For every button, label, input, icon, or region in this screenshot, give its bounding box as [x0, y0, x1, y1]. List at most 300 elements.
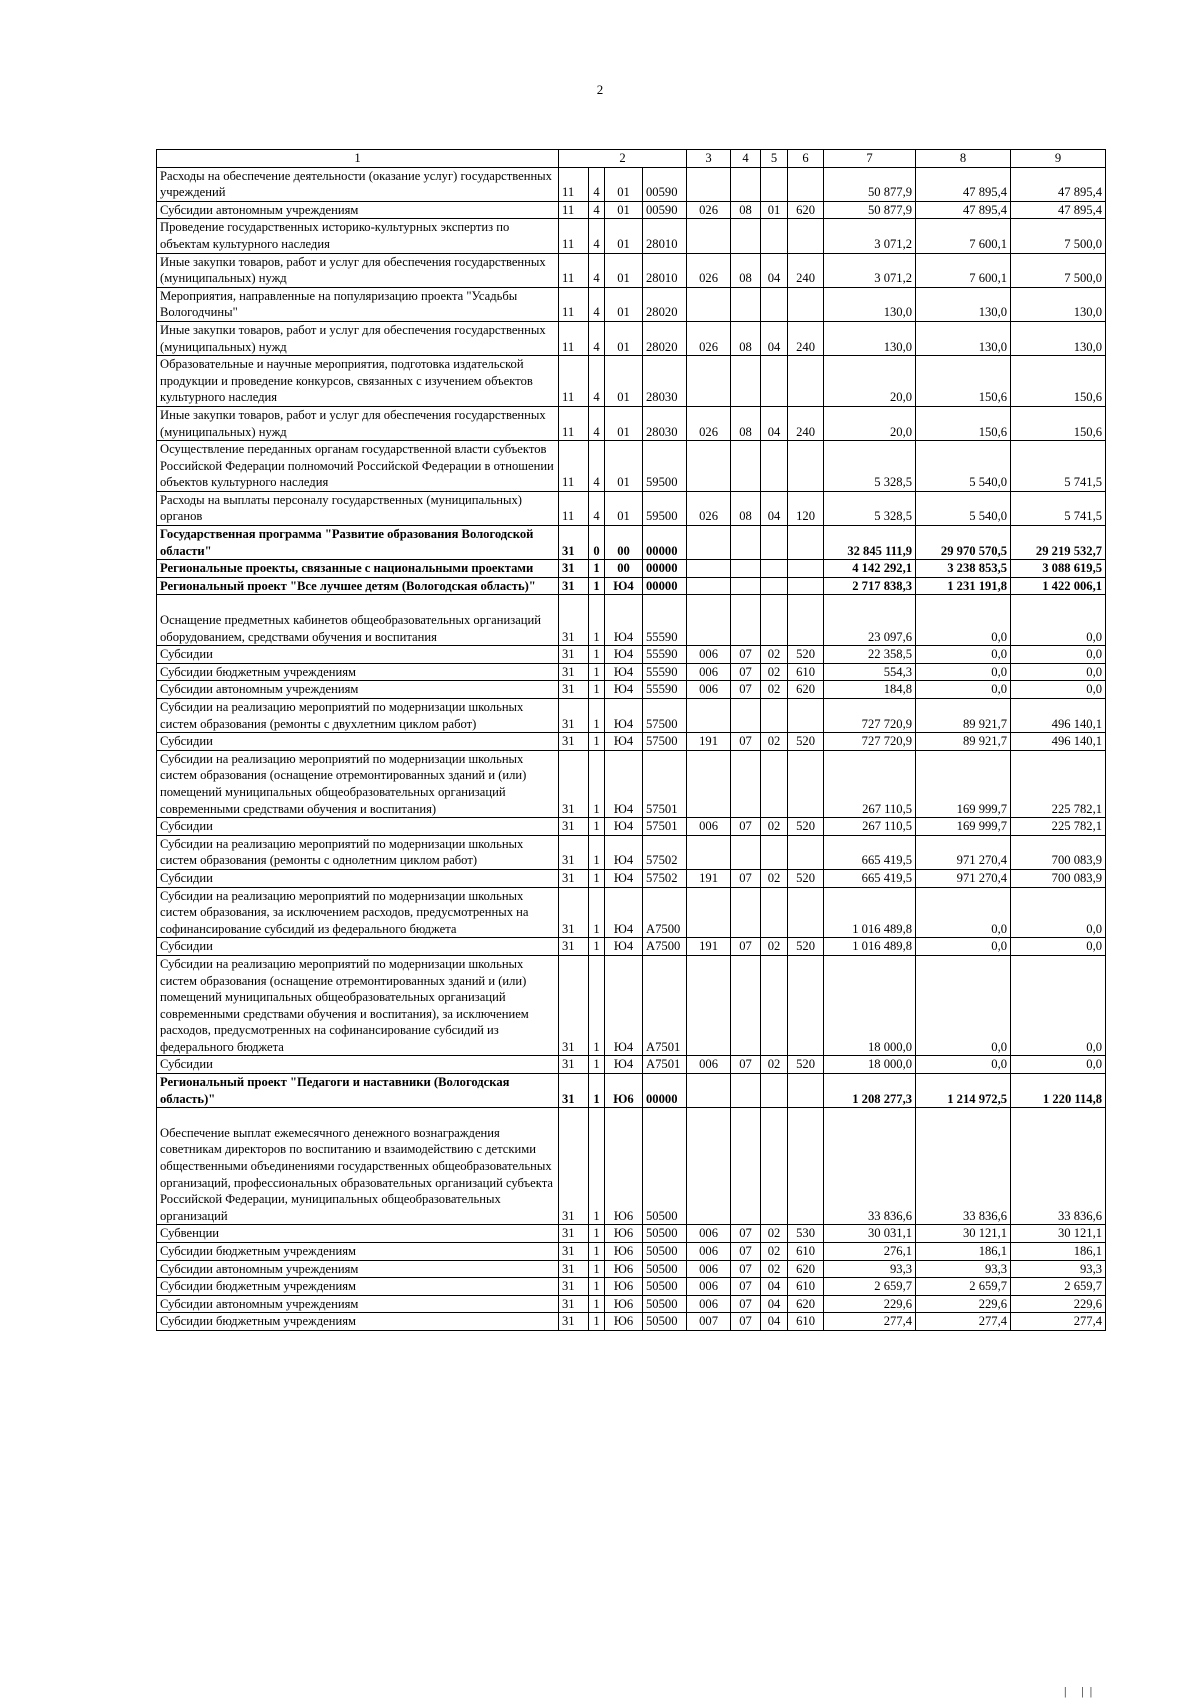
code-subprogram: 1 [589, 955, 605, 1056]
subsection-code: 02 [761, 938, 788, 956]
code-project: Ю4 [605, 681, 643, 699]
code-article: 31 [559, 663, 589, 681]
code-article: 31 [559, 835, 589, 869]
expense-name [157, 406, 559, 440]
table-row [157, 663, 1106, 681]
code-subprogram: 1 [589, 887, 605, 938]
code-project: Ю6 [605, 1074, 643, 1108]
section-code [731, 287, 761, 321]
code-subprogram: 1 [589, 1260, 605, 1278]
grbs-code: 026 [687, 491, 731, 525]
expense-name-text: Расходы на выплаты персоналу государственных (муниципальных) органов [160, 492, 522, 524]
code-subprogram: 1 [589, 646, 605, 664]
section-code: 07 [731, 1260, 761, 1278]
grbs-code [687, 595, 731, 646]
code-article: 11 [559, 356, 589, 407]
section-code: 07 [731, 869, 761, 887]
table-row [157, 1225, 1106, 1243]
header-row [157, 150, 1106, 168]
code-project: Ю6 [605, 1278, 643, 1296]
corner-mark: | || [1064, 1684, 1099, 1698]
code-article: 31 [559, 887, 589, 938]
section-code: 07 [731, 1313, 761, 1331]
code-project: Ю4 [605, 595, 643, 646]
subsection-code: 02 [761, 818, 788, 836]
grbs-code [687, 1108, 731, 1225]
section-code [731, 750, 761, 817]
amount-year-1: 1 016 489,8 [824, 887, 916, 938]
section-code: 07 [731, 818, 761, 836]
code-project: Ю4 [605, 818, 643, 836]
amount-year-3: 0,0 [1011, 595, 1106, 646]
amount-year-1: 18 000,0 [824, 1056, 916, 1074]
subsection-code [761, 1108, 788, 1225]
expense-name [157, 646, 559, 664]
code-project: Ю4 [605, 955, 643, 1056]
amount-year-1: 20,0 [824, 356, 916, 407]
section-code: 07 [731, 1243, 761, 1261]
expense-name [157, 699, 559, 733]
subsection-code [761, 287, 788, 321]
amount-year-3: 225 782,1 [1011, 750, 1106, 817]
amount-year-2: 0,0 [916, 938, 1011, 956]
subsection-code: 04 [761, 1278, 788, 1296]
code-direction: А7500 [643, 887, 687, 938]
table-row [157, 681, 1106, 699]
code-direction: 57502 [643, 869, 687, 887]
expense-name [157, 733, 559, 751]
expense-name [157, 1243, 559, 1261]
code-direction: 55590 [643, 681, 687, 699]
amount-year-2: 150,6 [916, 406, 1011, 440]
amount-year-3: 0,0 [1011, 938, 1106, 956]
section-code [731, 835, 761, 869]
grbs-code [687, 560, 731, 578]
code-direction: 50500 [643, 1295, 687, 1313]
amount-year-2: 169 999,7 [916, 818, 1011, 836]
code-direction: 00590 [643, 167, 687, 201]
code-article: 11 [559, 491, 589, 525]
expense-name [157, 526, 559, 560]
amount-year-2: 1 231 191,8 [916, 577, 1011, 595]
section-code [731, 1074, 761, 1108]
table-row [157, 167, 1106, 201]
grbs-code [687, 750, 731, 817]
expense-type-code [788, 167, 824, 201]
amount-year-1: 276,1 [824, 1243, 916, 1261]
table-row [157, 526, 1106, 560]
amount-year-2: 33 836,6 [916, 1108, 1011, 1225]
code-direction: 28020 [643, 287, 687, 321]
code-article: 31 [559, 818, 589, 836]
section-code [731, 356, 761, 407]
expense-name-text: Субсидии [160, 870, 213, 885]
grbs-code: 191 [687, 733, 731, 751]
amount-year-2: 130,0 [916, 321, 1011, 355]
code-project: Ю6 [605, 1225, 643, 1243]
code-subprogram: 4 [589, 321, 605, 355]
grbs-code [687, 699, 731, 733]
grbs-code [687, 526, 731, 560]
code-direction: 50500 [643, 1225, 687, 1243]
grbs-code: 006 [687, 1295, 731, 1313]
table-row [157, 835, 1106, 869]
amount-year-3: 3 088 619,5 [1011, 560, 1106, 578]
expense-name-text: Оснащение предметных кабинетов общеобразовательных организаций оборудованием, средствами обучения и воспитания [160, 613, 542, 644]
amount-year-2: 30 121,1 [916, 1225, 1011, 1243]
expense-name [157, 287, 559, 321]
expense-name [157, 1074, 559, 1108]
amount-year-3: 496 140,1 [1011, 733, 1106, 751]
expense-name [157, 955, 559, 1056]
code-article: 11 [559, 201, 589, 219]
table-row [157, 321, 1106, 355]
code-article: 31 [559, 595, 589, 646]
expense-name [157, 1260, 559, 1278]
amount-year-2: 0,0 [916, 663, 1011, 681]
expense-type-code [788, 287, 824, 321]
amount-year-3: 93,3 [1011, 1260, 1106, 1278]
code-project: Ю6 [605, 1243, 643, 1261]
code-project: Ю6 [605, 1108, 643, 1225]
amount-year-1: 665 419,5 [824, 869, 916, 887]
section-code: 07 [731, 663, 761, 681]
code-project: 01 [605, 321, 643, 355]
expense-name-text: Субсидии бюджетным учреждениям [160, 664, 356, 679]
amount-year-3: 700 083,9 [1011, 835, 1106, 869]
amount-year-2: 150,6 [916, 356, 1011, 407]
expense-name [157, 750, 559, 817]
header-cell-7: 7 [824, 150, 916, 168]
code-article: 31 [559, 955, 589, 1056]
code-article: 31 [559, 681, 589, 699]
code-direction: 57500 [643, 733, 687, 751]
expense-type-code [788, 356, 824, 407]
amount-year-1: 93,3 [824, 1260, 916, 1278]
amount-year-1: 2 717 838,3 [824, 577, 916, 595]
code-direction: А7501 [643, 955, 687, 1056]
code-direction: 50500 [643, 1260, 687, 1278]
amount-year-1: 5 328,5 [824, 441, 916, 492]
section-code [731, 219, 761, 253]
expense-name-text: Иные закупки товаров, работ и услуг для обеспечения государственных (муниципальных) нужд [160, 322, 546, 354]
expense-name-text: Субсидии бюджетным учреждениям [160, 1314, 356, 1329]
code-subprogram: 4 [589, 167, 605, 201]
amount-year-1: 1 016 489,8 [824, 938, 916, 956]
code-article: 31 [559, 699, 589, 733]
code-article: 31 [559, 1313, 589, 1331]
amount-year-1: 184,8 [824, 681, 916, 699]
code-direction: 57500 [643, 699, 687, 733]
expense-name-text: Субсидии [160, 819, 213, 834]
amount-year-3: 700 083,9 [1011, 869, 1106, 887]
amount-year-1: 4 142 292,1 [824, 560, 916, 578]
section-code [731, 595, 761, 646]
expense-type-code [788, 219, 824, 253]
code-article: 31 [559, 1108, 589, 1225]
code-subprogram: 1 [589, 869, 605, 887]
subsection-code [761, 955, 788, 1056]
code-subprogram: 4 [589, 491, 605, 525]
expense-name-text: Образовательные и научные мероприятия, подготовка издательской продукции и проведение конкурсов, связанных с изучением объектов культурного наследия [160, 357, 533, 405]
amount-year-3: 0,0 [1011, 955, 1106, 1056]
amount-year-2: 277,4 [916, 1313, 1011, 1331]
expense-name-text: Региональный проект "Педагоги и наставники (Вологодская область)" [160, 1075, 510, 1106]
subsection-code [761, 356, 788, 407]
row-spacer [160, 1108, 555, 1125]
code-subprogram: 1 [589, 663, 605, 681]
amount-year-2: 0,0 [916, 646, 1011, 664]
code-subprogram: 1 [589, 818, 605, 836]
expense-name-text: Мероприятия, направленные на популяризацию проекта "Усадьбы Вологодчины" [160, 288, 518, 320]
amount-year-1: 130,0 [824, 287, 916, 321]
code-article: 31 [559, 646, 589, 664]
expense-name-text: Субсидии [160, 647, 213, 662]
amount-year-3: 277,4 [1011, 1313, 1106, 1331]
expense-name-text: Субсидии [160, 734, 213, 749]
section-code [731, 167, 761, 201]
expense-name [157, 491, 559, 525]
subsection-code [761, 595, 788, 646]
code-subprogram: 1 [589, 681, 605, 699]
code-project: Ю4 [605, 869, 643, 887]
code-subprogram: 4 [589, 356, 605, 407]
code-project: 01 [605, 441, 643, 492]
code-direction: А7500 [643, 938, 687, 956]
amount-year-2: 186,1 [916, 1243, 1011, 1261]
amount-year-1: 5 328,5 [824, 491, 916, 525]
grbs-code [687, 955, 731, 1056]
code-direction: 50500 [643, 1243, 687, 1261]
amount-year-3: 29 219 532,7 [1011, 526, 1106, 560]
table-row [157, 699, 1106, 733]
grbs-code [687, 577, 731, 595]
code-direction: 59500 [643, 441, 687, 492]
expense-type-code: 520 [788, 869, 824, 887]
code-subprogram: 4 [589, 253, 605, 287]
code-article: 31 [559, 1278, 589, 1296]
expense-type-code: 620 [788, 1260, 824, 1278]
amount-year-3: 150,6 [1011, 356, 1106, 407]
code-article: 11 [559, 287, 589, 321]
table-row [157, 869, 1106, 887]
expense-type-code: 620 [788, 1295, 824, 1313]
expense-type-code [788, 699, 824, 733]
expense-type-code [788, 887, 824, 938]
grbs-code: 006 [687, 818, 731, 836]
amount-year-2: 93,3 [916, 1260, 1011, 1278]
grbs-code: 026 [687, 201, 731, 219]
code-project: 00 [605, 560, 643, 578]
amount-year-2: 5 540,0 [916, 441, 1011, 492]
code-project: Ю4 [605, 938, 643, 956]
section-code: 07 [731, 1056, 761, 1074]
amount-year-1: 727 720,9 [824, 733, 916, 751]
table-row [157, 1313, 1106, 1331]
code-project: Ю6 [605, 1260, 643, 1278]
section-code: 07 [731, 681, 761, 699]
expense-name-text: Региональный проект "Все лучшее детям (Вологодская область)" [160, 578, 536, 593]
expense-type-code: 240 [788, 321, 824, 355]
expense-name-text: Государственная программа "Развитие образования Вологодской области" [160, 527, 534, 558]
code-article: 31 [559, 1295, 589, 1313]
amount-year-3: 2 659,7 [1011, 1278, 1106, 1296]
section-code [731, 699, 761, 733]
section-code [731, 577, 761, 595]
expense-name [157, 681, 559, 699]
code-direction: 00000 [643, 560, 687, 578]
table-row [157, 1074, 1106, 1108]
code-direction: 50500 [643, 1108, 687, 1225]
expense-name-text: Субсидии на реализацию мероприятий по модернизации школьных систем образования (оснащение отремонтированных зданий и (или) помещений муниципальных общеобразовательных организаций современными средствами обучения и воспитания), за исключением расходов, предусмотренных на софинансирование субсидий из федерального бюджета [160, 956, 529, 1054]
code-project: Ю4 [605, 646, 643, 664]
amount-year-1: 554,3 [824, 663, 916, 681]
grbs-code: 026 [687, 253, 731, 287]
expense-type-code: 520 [788, 1056, 824, 1074]
row-spacer [160, 595, 555, 612]
section-code: 07 [731, 733, 761, 751]
expense-name-text: Субсидии автономным учреждениям [160, 202, 359, 217]
subsection-code [761, 560, 788, 578]
code-project: Ю4 [605, 887, 643, 938]
amount-year-2: 5 540,0 [916, 491, 1011, 525]
grbs-code: 006 [687, 1278, 731, 1296]
amount-year-1: 3 071,2 [824, 253, 916, 287]
amount-year-2: 7 600,1 [916, 219, 1011, 253]
code-direction: 28020 [643, 321, 687, 355]
amount-year-2: 169 999,7 [916, 750, 1011, 817]
code-subprogram: 1 [589, 1074, 605, 1108]
amount-year-3: 0,0 [1011, 887, 1106, 938]
amount-year-3: 7 500,0 [1011, 219, 1106, 253]
table-row [157, 406, 1106, 440]
expense-name-text: Проведение государственных историко-культурных экспертиз по объектам культурного наследия [160, 220, 510, 251]
grbs-code [687, 1074, 731, 1108]
code-subprogram: 4 [589, 406, 605, 440]
header-cell-6: 6 [788, 150, 824, 168]
code-direction: 55590 [643, 663, 687, 681]
expense-name-text: Иные закупки товаров, работ и услуг для обеспечения государственных (муниципальных) нужд [160, 254, 546, 286]
amount-year-3: 0,0 [1011, 1056, 1106, 1074]
expense-name-text: Субсидии автономным учреждениям [160, 682, 359, 697]
header-cell-8: 8 [916, 150, 1011, 168]
expense-type-code: 610 [788, 1243, 824, 1261]
amount-year-1: 2 659,7 [824, 1278, 916, 1296]
amount-year-1: 33 836,6 [824, 1108, 916, 1225]
table-row [157, 441, 1106, 492]
subsection-code: 02 [761, 1243, 788, 1261]
amount-year-1: 727 720,9 [824, 699, 916, 733]
expense-name-text: Субсидии автономным учреждениям [160, 1296, 359, 1311]
table-row [157, 1243, 1106, 1261]
amount-year-2: 0,0 [916, 955, 1011, 1056]
amount-year-1: 277,4 [824, 1313, 916, 1331]
code-subprogram: 0 [589, 526, 605, 560]
amount-year-3: 5 741,5 [1011, 441, 1106, 492]
code-article: 31 [559, 1243, 589, 1261]
amount-year-3: 225 782,1 [1011, 818, 1106, 836]
code-subprogram: 4 [589, 201, 605, 219]
amount-year-2: 1 214 972,5 [916, 1074, 1011, 1108]
expense-name [157, 441, 559, 492]
expense-type-code [788, 1074, 824, 1108]
code-subprogram: 1 [589, 699, 605, 733]
amount-year-3: 229,6 [1011, 1295, 1106, 1313]
section-code [731, 955, 761, 1056]
code-direction: А7501 [643, 1056, 687, 1074]
section-code: 07 [731, 938, 761, 956]
subsection-code [761, 526, 788, 560]
expense-type-code [788, 577, 824, 595]
expense-type-code: 610 [788, 663, 824, 681]
section-code: 07 [731, 1295, 761, 1313]
section-code: 08 [731, 491, 761, 525]
section-code [731, 441, 761, 492]
expense-type-code: 240 [788, 406, 824, 440]
code-direction: 55590 [643, 646, 687, 664]
code-article: 31 [559, 1056, 589, 1074]
expense-type-code: 530 [788, 1225, 824, 1243]
grbs-code: 006 [687, 1056, 731, 1074]
grbs-code [687, 167, 731, 201]
expense-name [157, 887, 559, 938]
table-row [157, 356, 1106, 407]
code-direction: 57501 [643, 750, 687, 817]
expense-name-text: Иные закупки товаров, работ и услуг для обеспечения государственных (муниципальных) нужд [160, 407, 546, 439]
code-direction: 28010 [643, 219, 687, 253]
expense-type-code: 520 [788, 938, 824, 956]
table-row [157, 1260, 1106, 1278]
expense-type-code [788, 441, 824, 492]
amount-year-3: 1 422 006,1 [1011, 577, 1106, 595]
table-row [157, 595, 1106, 646]
expense-name-text: Субсидии бюджетным учреждениям [160, 1279, 356, 1294]
code-direction: 55590 [643, 595, 687, 646]
grbs-code: 191 [687, 869, 731, 887]
code-project: 01 [605, 287, 643, 321]
amount-year-2: 7 600,1 [916, 253, 1011, 287]
amount-year-3: 130,0 [1011, 321, 1106, 355]
amount-year-1: 30 031,1 [824, 1225, 916, 1243]
code-subprogram: 1 [589, 1278, 605, 1296]
expense-name-text: Субсидии автономным учреждениям [160, 1261, 359, 1276]
expense-name [157, 1056, 559, 1074]
amount-year-1: 267 110,5 [824, 750, 916, 817]
table-row [157, 887, 1106, 938]
code-subprogram: 4 [589, 441, 605, 492]
code-direction: 28030 [643, 406, 687, 440]
code-direction: 00000 [643, 1074, 687, 1108]
subsection-code [761, 887, 788, 938]
amount-year-3: 496 140,1 [1011, 699, 1106, 733]
amount-year-3: 47 895,4 [1011, 167, 1106, 201]
expense-name-text: Субсидии на реализацию мероприятий по модернизации школьных систем образования (ремонты с двухлетним циклом работ) [160, 700, 524, 731]
code-article: 31 [559, 1260, 589, 1278]
section-code [731, 560, 761, 578]
subsection-code [761, 577, 788, 595]
expense-name [157, 1225, 559, 1243]
table-row [157, 577, 1106, 595]
amount-year-2: 47 895,4 [916, 201, 1011, 219]
section-code: 08 [731, 253, 761, 287]
code-project: 01 [605, 253, 643, 287]
code-direction: 00000 [643, 526, 687, 560]
expense-name [157, 560, 559, 578]
table-row [157, 733, 1106, 751]
subsection-code: 01 [761, 201, 788, 219]
amount-year-2: 971 270,4 [916, 835, 1011, 869]
section-code [731, 526, 761, 560]
